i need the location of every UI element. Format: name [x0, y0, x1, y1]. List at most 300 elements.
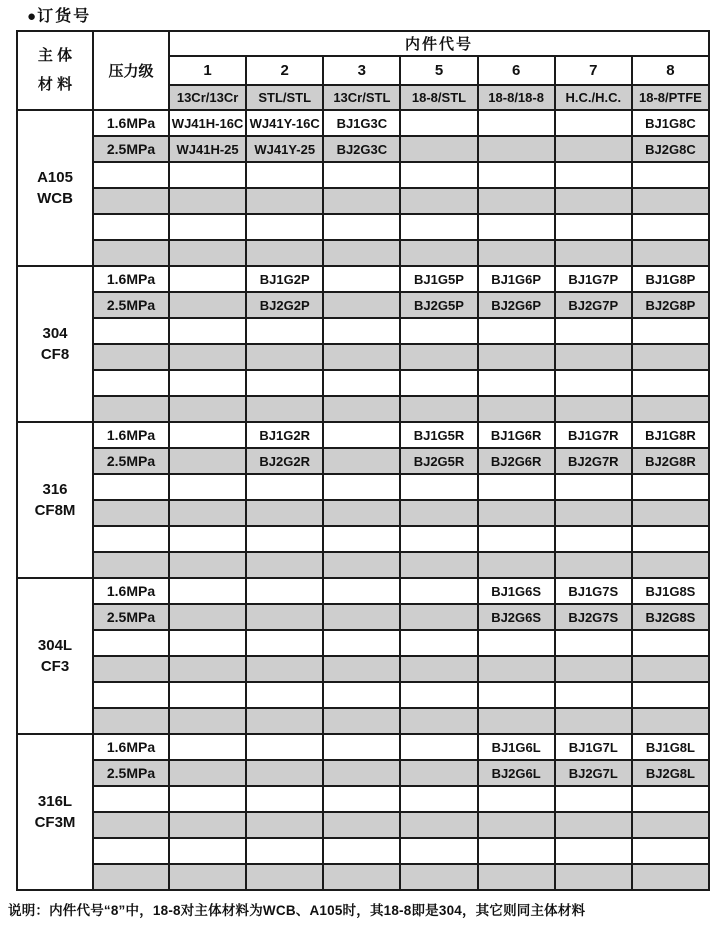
order-code-cell: [323, 214, 400, 240]
order-code-cell: [323, 266, 400, 292]
table-row: [17, 292, 709, 318]
order-code-cell: [400, 396, 477, 422]
order-code-cell: [323, 812, 400, 838]
order-code-cell: [478, 318, 555, 344]
order-code-cell: [169, 240, 246, 266]
order-code-cell: [632, 500, 709, 526]
order-code-cell: [169, 578, 246, 604]
order-code-cell: [555, 526, 632, 552]
table-row: [17, 110, 709, 136]
order-code-cell: [632, 864, 709, 890]
internals-code-header: 内件代号: [169, 31, 709, 56]
order-code-cell: [555, 656, 632, 682]
order-code-cell: [169, 370, 246, 396]
material-column-header: [17, 31, 93, 110]
order-code-cell: [246, 864, 323, 890]
order-code-cell: [323, 630, 400, 656]
bullet-icon: ●: [27, 8, 37, 25]
order-code-cell: [246, 552, 323, 578]
order-code-cell: [246, 838, 323, 864]
table-row: [17, 162, 709, 188]
order-code-cell: [323, 370, 400, 396]
table-row: [17, 760, 709, 786]
order-code-cell: [478, 786, 555, 812]
order-code-cell: [632, 786, 709, 812]
order-code-cell: WJ41H-25: [169, 136, 246, 162]
order-code-cell: BJ2G7L: [555, 760, 632, 786]
order-code-cell: [478, 864, 555, 890]
pressure-cell: [93, 344, 169, 370]
order-code-cell: [323, 474, 400, 500]
order-code-cell: [400, 630, 477, 656]
order-code-cell: [246, 500, 323, 526]
order-code-cell: [169, 708, 246, 734]
order-code-cell: WJ41Y-25: [246, 136, 323, 162]
table-row: [17, 318, 709, 344]
order-code-cell: [400, 370, 477, 396]
order-code-cell: [400, 786, 477, 812]
order-code-cell: [400, 188, 477, 214]
order-code-cell: BJ1G5R: [400, 422, 477, 448]
order-code-cell: [632, 526, 709, 552]
order-code-cell: [632, 656, 709, 682]
order-code-cell: [555, 162, 632, 188]
order-code-cell: [555, 474, 632, 500]
order-code-cell: [632, 708, 709, 734]
order-code-cell: [400, 214, 477, 240]
material-cell: [17, 734, 93, 890]
order-code-cell: [478, 136, 555, 162]
order-code-cell: BJ2G7P: [555, 292, 632, 318]
order-code-cell: [246, 318, 323, 344]
order-code-cell: [246, 344, 323, 370]
material-line: A105: [37, 169, 73, 186]
order-code-cell: BJ1G6R: [478, 422, 555, 448]
table-row: [17, 136, 709, 162]
order-code-cell: [478, 240, 555, 266]
order-code-cell: [478, 214, 555, 240]
pressure-cell: [93, 552, 169, 578]
order-code-cell: [169, 266, 246, 292]
order-code-cell: [478, 188, 555, 214]
pressure-cell: 2.5MPa: [93, 136, 169, 162]
column-number: 7: [555, 56, 632, 85]
material-cell: [17, 110, 93, 266]
order-code-cell: [555, 552, 632, 578]
pressure-cell: 1.6MPa: [93, 110, 169, 136]
order-code-cell: [169, 162, 246, 188]
order-code-cell: [400, 760, 477, 786]
order-code-cell: [400, 552, 477, 578]
pressure-cell: [93, 682, 169, 708]
pressure-cell: [93, 656, 169, 682]
order-code-cell: [246, 474, 323, 500]
material-line: 316: [42, 481, 68, 498]
order-code-cell: [478, 630, 555, 656]
order-code-cell: BJ2G8P: [632, 292, 709, 318]
table-row: [17, 396, 709, 422]
order-code-cell: BJ1G8L: [632, 734, 709, 760]
order-code-cell: [478, 552, 555, 578]
order-code-cell: [400, 344, 477, 370]
order-code-cell: BJ2G3C: [323, 136, 400, 162]
order-code-cell: [323, 422, 400, 448]
order-code-cell: [246, 734, 323, 760]
column-number: 6: [478, 56, 555, 85]
order-code-cell: [632, 188, 709, 214]
order-code-cell: [632, 838, 709, 864]
header-row-top: [17, 31, 709, 56]
order-code-cell: BJ2G6L: [478, 760, 555, 786]
order-code-cell: BJ2G7S: [555, 604, 632, 630]
order-code-cell: BJ1G7R: [555, 422, 632, 448]
column-material-pair: 18-8/18-8: [478, 85, 555, 110]
pressure-cell: 2.5MPa: [93, 448, 169, 474]
pressure-cell: 1.6MPa: [93, 578, 169, 604]
order-code-cell: [323, 656, 400, 682]
table-row: [17, 422, 709, 448]
order-code-cell: BJ2G6R: [478, 448, 555, 474]
pressure-cell: [93, 474, 169, 500]
order-code-cell: [632, 344, 709, 370]
order-code-cell: [169, 422, 246, 448]
material-line: 316L: [37, 793, 73, 810]
column-number: 5: [400, 56, 477, 85]
order-code-cell: BJ1G8S: [632, 578, 709, 604]
order-code-cell: BJ1G2P: [246, 266, 323, 292]
order-code-cell: [246, 396, 323, 422]
table-row: [17, 344, 709, 370]
footnote: 说明：内件代号“8”中，18-8对主体材料为WCB、A105时，其18-8即是304，其它则同主体材料: [8, 903, 586, 918]
order-code-cell: [478, 682, 555, 708]
order-code-cell: [478, 344, 555, 370]
order-code-cell: BJ1G7P: [555, 266, 632, 292]
table-row: [17, 266, 709, 292]
order-code-cell: [323, 318, 400, 344]
table-row: [17, 604, 709, 630]
order-code-cell: [555, 500, 632, 526]
order-code-cell: BJ1G6S: [478, 578, 555, 604]
order-code-cell: [323, 838, 400, 864]
pressure-cell: 2.5MPa: [93, 604, 169, 630]
order-code-cell: [169, 760, 246, 786]
order-code-cell: [400, 734, 477, 760]
table-row: [17, 500, 709, 526]
order-code-cell: [246, 708, 323, 734]
order-code-cell: [400, 162, 477, 188]
order-code-cell: [323, 708, 400, 734]
order-code-cell: BJ1G3C: [323, 110, 400, 136]
order-code-cell: [246, 656, 323, 682]
order-code-cell: [555, 214, 632, 240]
order-code-cell: [632, 370, 709, 396]
table-row: [17, 708, 709, 734]
order-code-cell: BJ2G5R: [400, 448, 477, 474]
table-row: [17, 630, 709, 656]
order-code-cell: [478, 656, 555, 682]
table-row: [17, 656, 709, 682]
order-code-cell: [478, 162, 555, 188]
pressure-cell: [93, 214, 169, 240]
order-code-cell: [478, 110, 555, 136]
order-code-cell: [246, 526, 323, 552]
order-code-cell: [169, 786, 246, 812]
order-code-cell: [169, 214, 246, 240]
order-code-cell: [323, 578, 400, 604]
table-row: [17, 734, 709, 760]
order-code-cell: [169, 734, 246, 760]
order-code-cell: [478, 708, 555, 734]
column-material-pair: STL/STL: [246, 85, 323, 110]
order-code-cell: [169, 344, 246, 370]
column-material-pair: 13Cr/13Cr: [169, 85, 246, 110]
order-code-cell: [169, 474, 246, 500]
pressure-cell: [93, 708, 169, 734]
order-code-cell: [169, 448, 246, 474]
order-code-cell: [400, 110, 477, 136]
order-code-cell: [169, 682, 246, 708]
order-code-cell: [555, 318, 632, 344]
order-code-cell: [555, 708, 632, 734]
order-code-cell: [323, 864, 400, 890]
table-row: [17, 578, 709, 604]
order-code-cell: [555, 188, 632, 214]
order-code-cell: [632, 474, 709, 500]
table-row: [17, 812, 709, 838]
order-code-cell: [169, 396, 246, 422]
page-title: [27, 7, 720, 26]
material-line: CF8M: [34, 502, 76, 519]
order-code-cell: [169, 188, 246, 214]
order-code-cell: BJ2G6P: [478, 292, 555, 318]
order-code-cell: [632, 552, 709, 578]
order-code-cell: BJ2G7R: [555, 448, 632, 474]
order-code-cell: [555, 630, 632, 656]
order-code-cell: [632, 396, 709, 422]
table-row: [17, 838, 709, 864]
table-body: [17, 110, 709, 890]
pressure-cell: [93, 396, 169, 422]
column-material-pair: 13Cr/STL: [323, 85, 400, 110]
pressure-cell: [93, 812, 169, 838]
order-code-cell: [555, 786, 632, 812]
order-code-cell: WJ41H-16C: [169, 110, 246, 136]
order-code-cell: [478, 500, 555, 526]
pressure-cell: [93, 786, 169, 812]
order-code-cell: [323, 604, 400, 630]
table-row: [17, 552, 709, 578]
pressure-cell: 2.5MPa: [93, 292, 169, 318]
material-header-line2: 材 料: [37, 75, 73, 93]
pressure-cell: [93, 526, 169, 552]
material-line: CF3M: [34, 814, 76, 831]
order-number-table: [16, 30, 710, 891]
order-code-cell: [246, 370, 323, 396]
order-code-cell: [400, 526, 477, 552]
order-code-cell: [246, 786, 323, 812]
pressure-cell: [93, 370, 169, 396]
pressure-cell: [93, 838, 169, 864]
table-row: [17, 370, 709, 396]
order-code-cell: [400, 500, 477, 526]
order-code-cell: [169, 292, 246, 318]
order-code-cell: [555, 370, 632, 396]
order-code-cell: [246, 760, 323, 786]
order-code-cell: [246, 214, 323, 240]
order-code-cell: BJ1G7S: [555, 578, 632, 604]
order-code-cell: [323, 526, 400, 552]
order-code-cell: BJ1G6P: [478, 266, 555, 292]
pressure-cell: [93, 188, 169, 214]
page: [0, 7, 720, 919]
order-code-cell: [323, 786, 400, 812]
order-code-cell: BJ1G8R: [632, 422, 709, 448]
column-number: 1: [169, 56, 246, 85]
table-row: [17, 188, 709, 214]
order-code-cell: [478, 838, 555, 864]
pressure-cell: 1.6MPa: [93, 266, 169, 292]
order-code-cell: BJ1G6L: [478, 734, 555, 760]
order-code-cell: [555, 396, 632, 422]
order-code-cell: [169, 500, 246, 526]
pressure-cell: [93, 500, 169, 526]
order-code-cell: [400, 240, 477, 266]
order-code-cell: BJ2G2P: [246, 292, 323, 318]
order-code-cell: [478, 370, 555, 396]
order-code-cell: [555, 812, 632, 838]
order-code-cell: [555, 110, 632, 136]
order-code-cell: [323, 682, 400, 708]
order-code-cell: [323, 240, 400, 266]
order-code-cell: [323, 188, 400, 214]
order-code-cell: [632, 630, 709, 656]
order-code-cell: [169, 630, 246, 656]
order-code-cell: [246, 240, 323, 266]
order-code-cell: [632, 318, 709, 344]
order-code-cell: BJ1G5P: [400, 266, 477, 292]
column-number: 2: [246, 56, 323, 85]
order-code-cell: [400, 838, 477, 864]
order-code-cell: [400, 474, 477, 500]
order-code-cell: [555, 240, 632, 266]
order-code-cell: [169, 656, 246, 682]
order-code-cell: [555, 682, 632, 708]
order-code-cell: [400, 864, 477, 890]
order-code-cell: [246, 682, 323, 708]
order-code-cell: [169, 838, 246, 864]
column-material-pair: 18-8/PTFE: [632, 85, 709, 110]
order-code-cell: [632, 682, 709, 708]
order-code-cell: [323, 292, 400, 318]
order-code-cell: [246, 162, 323, 188]
column-number: 8: [632, 56, 709, 85]
order-code-cell: [323, 552, 400, 578]
order-code-cell: BJ2G8R: [632, 448, 709, 474]
order-code-cell: [555, 838, 632, 864]
table-row: [17, 864, 709, 890]
order-code-cell: [323, 500, 400, 526]
order-code-cell: [246, 188, 323, 214]
order-code-cell: [169, 552, 246, 578]
material-cell: [17, 578, 93, 734]
column-material-pair: H.C./H.C.: [555, 85, 632, 110]
material-line: 304L: [37, 637, 73, 654]
order-code-cell: [169, 318, 246, 344]
material-line: CF8: [40, 346, 70, 363]
order-code-cell: [400, 318, 477, 344]
order-code-cell: [400, 578, 477, 604]
column-number: 3: [323, 56, 400, 85]
order-code-cell: [169, 526, 246, 552]
order-code-cell: [246, 604, 323, 630]
order-code-cell: [246, 578, 323, 604]
order-code-cell: [478, 474, 555, 500]
pressure-cell: [93, 318, 169, 344]
order-code-cell: [400, 136, 477, 162]
table-row: [17, 240, 709, 266]
order-code-cell: [632, 214, 709, 240]
column-material-pair: 18-8/STL: [400, 85, 477, 110]
material-line: 304: [42, 325, 68, 342]
order-code-cell: BJ2G6S: [478, 604, 555, 630]
order-code-cell: BJ2G8L: [632, 760, 709, 786]
order-code-cell: [400, 682, 477, 708]
order-code-cell: [555, 344, 632, 370]
order-code-cell: BJ1G8P: [632, 266, 709, 292]
order-code-cell: [400, 604, 477, 630]
order-code-cell: BJ2G8S: [632, 604, 709, 630]
order-code-cell: [169, 604, 246, 630]
table-row: [17, 526, 709, 552]
order-code-cell: [323, 396, 400, 422]
material-cell: [17, 266, 93, 422]
order-code-cell: [478, 396, 555, 422]
pressure-cell: [93, 162, 169, 188]
order-code-cell: [632, 812, 709, 838]
order-code-cell: [400, 708, 477, 734]
order-code-cell: [478, 526, 555, 552]
table-row: [17, 214, 709, 240]
table-row: [17, 474, 709, 500]
order-code-cell: [246, 630, 323, 656]
order-code-cell: BJ1G8C: [632, 110, 709, 136]
material-line: WCB: [37, 190, 73, 207]
pressure-cell: [93, 864, 169, 890]
pressure-cell: 1.6MPa: [93, 422, 169, 448]
table-row: [17, 786, 709, 812]
order-code-cell: [323, 734, 400, 760]
material-line: CF3: [40, 658, 70, 675]
order-code-cell: [632, 162, 709, 188]
order-code-cell: [555, 864, 632, 890]
order-code-cell: [169, 864, 246, 890]
order-code-cell: [169, 812, 246, 838]
table-row: [17, 448, 709, 474]
order-code-cell: [323, 448, 400, 474]
table-header: [17, 31, 709, 110]
order-code-cell: [478, 812, 555, 838]
order-code-cell: [555, 136, 632, 162]
order-code-cell: BJ1G2R: [246, 422, 323, 448]
order-code-cell: BJ2G5P: [400, 292, 477, 318]
order-code-cell: [400, 656, 477, 682]
order-code-cell: BJ2G8C: [632, 136, 709, 162]
pressure-cell: [93, 630, 169, 656]
order-code-cell: [632, 240, 709, 266]
page-title-text: 订货号: [37, 8, 92, 25]
order-code-cell: [246, 812, 323, 838]
order-code-cell: [323, 760, 400, 786]
